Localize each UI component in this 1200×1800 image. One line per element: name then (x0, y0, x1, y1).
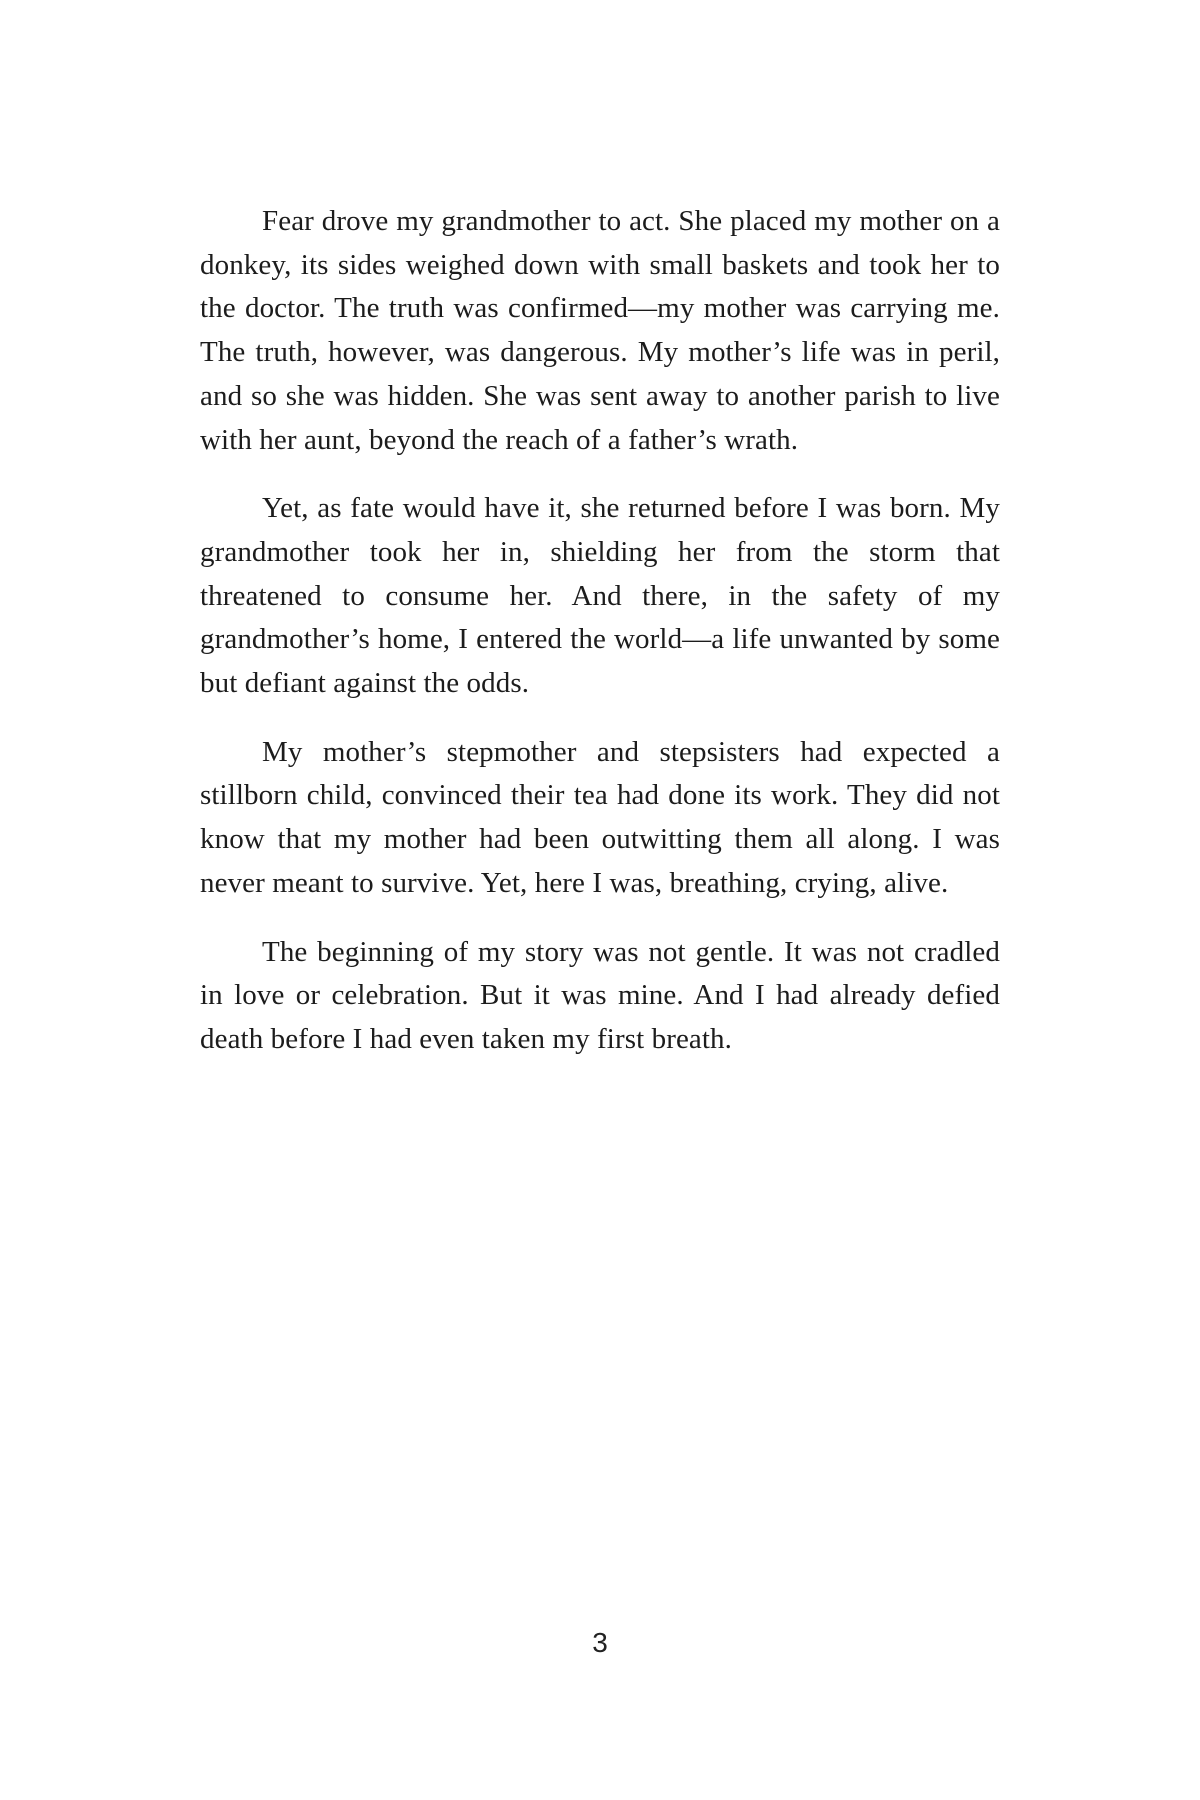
body-paragraph-1: Fear drove my grandmother to act. She placed my mother on a donkey, its sides weighed down with small baskets and took her to the doctor. The truth was confirmed—my mother was carrying me. The truth, however, was dangerous. My mother’s life was in peril, and so she was hidden. She was sent away to another parish to live with her aunt, beyond the reach of a father’s wrath. (200, 205, 1000, 456)
body-paragraph-4: The beginning of my story was not gentle. It was not cradled in love or celebration. But it was mine. And I had already defied death before I had even taken my first breath. (200, 935, 1000, 1055)
page-number: 3 (592, 1627, 608, 1658)
body-paragraph-3: My mother’s stepmother and stepsisters had expected a stillborn child, convinced their tea had done its work. They did not know that my mother had been outwitting them all along. I was never meant to survive. Yet, here I was, breathing, crying, alive. (200, 735, 1000, 899)
body-paragraph-2: Yet, as fate would have it, she returned before I was born. My grandmother took her in, shielding her from the storm that threatened to consume her. And there, in the safety of my grandmother’s home, I entered the world—a life unwanted by some but defiant against the odds. (200, 492, 1000, 700)
body-text-block (200, 200, 1000, 1087)
